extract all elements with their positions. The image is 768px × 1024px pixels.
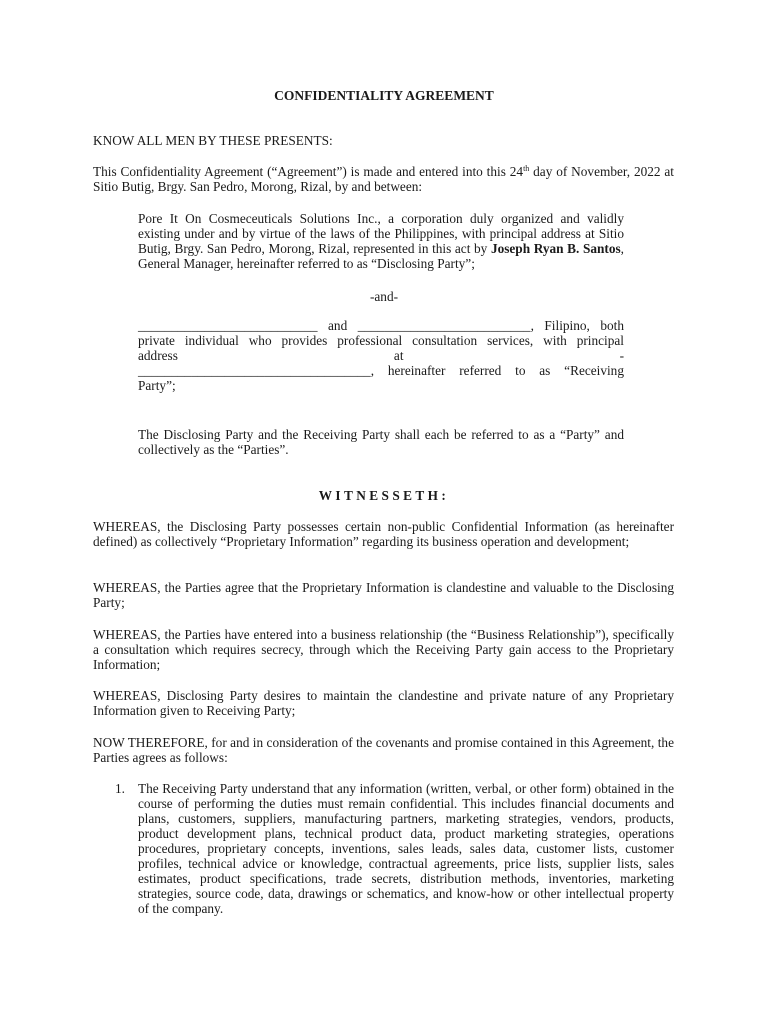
receiving-party-paragraph bbox=[138, 318, 624, 393]
intro-ordinal-suffix: th bbox=[523, 164, 530, 173]
intro-paragraph bbox=[93, 164, 674, 194]
disclosing-party-role: , General Manager, hereinafter referred to as “Disclosing Party”; bbox=[138, 241, 624, 271]
whereas-clause-2: WHEREAS, the Parties agree that the Proprietary Information is clandestine and valuable to the Disclosing Party; bbox=[93, 580, 674, 610]
and-separator: -and- bbox=[369, 289, 399, 304]
disclosing-party-paragraph bbox=[138, 211, 624, 271]
nationality-word: Filipino, bbox=[544, 318, 590, 333]
intro-text-after: day of November, 2022 at Sitio Butig, Brgy. San Pedro, Morong, Rizal, by and between: bbox=[93, 164, 675, 194]
document-title: CONFIDENTIALITY AGREEMENT bbox=[274, 88, 494, 103]
address-word: address bbox=[138, 348, 178, 363]
witnesseth-heading: WITNESSETH: bbox=[318, 488, 450, 503]
at-word: at bbox=[393, 348, 404, 363]
parties-definition-paragraph: The Disclosing Party and the Receiving Party shall each be referred to as a “Party” and collectively as the “Parties”. bbox=[138, 427, 624, 457]
address-dash: - bbox=[619, 348, 624, 363]
to-word: to bbox=[515, 363, 526, 378]
intro-text-before: This Confidentiality Agreement (“Agreement”) is made and entered into this 24 bbox=[93, 164, 524, 179]
referred-word: referred bbox=[459, 363, 502, 378]
disclosing-party-text: Pore It On Cosmeceuticals Solutions Inc., a corporation duly organized and validly existing under and by virtue of the laws of the Philippines, with principal address at Sitio Butig, Brgy. San Pedro, Morong, Rizal, represented in this act by bbox=[138, 211, 624, 256]
receiving-party-line-2: private individual who provides professional consultation services, with principal bbox=[138, 333, 624, 348]
receiving-party-line-4 bbox=[138, 363, 624, 378]
receiving-party-line-5: Party”; bbox=[138, 378, 176, 393]
receiving-word: “Receiving bbox=[564, 363, 624, 378]
clause-number: 1. bbox=[115, 781, 125, 796]
whereas-clause-3: WHEREAS, the Parties have entered into a business relationship (the “Business Relationship”), specifically a consultation which requires secrecy, through which the Receiving Party gain access to the Proprietary Information; bbox=[93, 627, 674, 672]
whereas-clause-4: WHEREAS, Disclosing Party desires to maintain the clandestine and private nature of any Proprietary Information given to Receiving Party; bbox=[93, 688, 674, 718]
blank-name-1: ___________________________ bbox=[138, 318, 318, 333]
representative-name: Joseph Ryan B. Santos bbox=[490, 241, 621, 256]
receiving-party-line-1 bbox=[138, 318, 624, 333]
as-word: as bbox=[539, 363, 551, 378]
opening-line: KNOW ALL MEN BY THESE PRESENTS: bbox=[93, 133, 333, 148]
whereas-clause-1: WHEREAS, the Disclosing Party possesses certain non-public Confidential Information (as hereinafter defined) as collectively “Proprietary Information” regarding its business operation and development; bbox=[93, 519, 674, 549]
and-word: and bbox=[328, 318, 348, 333]
blank-address: ___________________________________, bbox=[138, 363, 375, 378]
clause-text: The Receiving Party understand that any information (written, verbal, or other form) obtained in the course of performing the duties must remain confidential. This includes financial documents and plans, customers, suppliers, manufacturing partners, marketing strategies, vendors, products, product development plans, technical product data, product marketing strategies, operations procedures, proprietary concepts, inventions, sales leads, sales data, customer lists, customer profiles, technical advice or knowledge, contractual agreements, price lists, supplier lists, sales estimates, product specifications, trade secrets, distribution methods, inventories, marketing strategies, source code, data, drawings or schematics, and know-how or other intellectual property of the company. bbox=[138, 781, 674, 916]
now-therefore-paragraph: NOW THEREFORE, for and in consideration of the covenants and promise contained in this Agreement, the Parties agrees as follows: bbox=[93, 735, 674, 765]
receiving-party-line-3 bbox=[138, 348, 624, 363]
both-word: both bbox=[600, 318, 624, 333]
blank-name-2: __________________________, bbox=[357, 318, 534, 333]
hereinafter-word: hereinafter bbox=[387, 363, 446, 378]
